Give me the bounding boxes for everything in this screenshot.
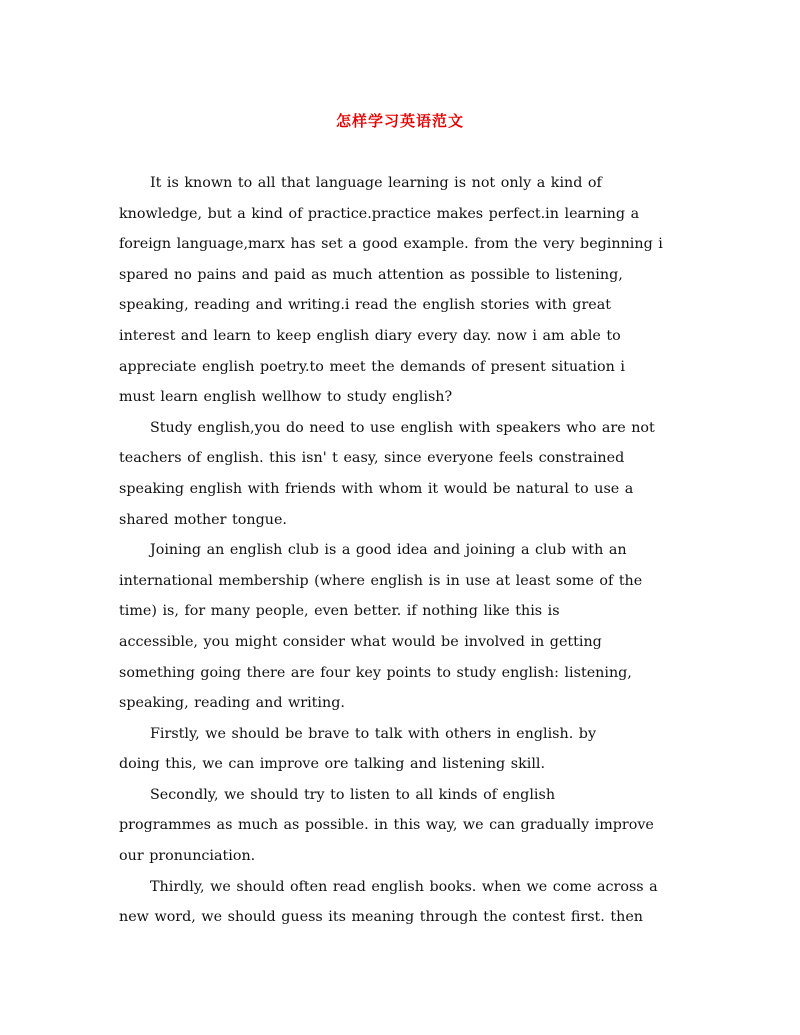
text-line: something going there are four key points to study english: listening, [119,664,632,681]
text-line: foreign language,marx has set a good example. from the very beginning i [119,236,663,253]
text-line: knowledge, but a kind of practice.practice makes perfect.in learning a [119,205,640,222]
paragraph-3 [119,535,679,719]
text-line: It is known to all that language learning is not only a kind of [150,175,602,191]
text-line: our pronunciation. [119,848,256,865]
text-line: time) is, for many people, even better. if nothing like this is [119,603,560,620]
text-line: must learn english wellhow to study english? [119,389,453,406]
text-line: shared mother tongue. [119,511,287,528]
text-line: Joining an english club is a good idea and joining a club with an [150,542,627,559]
paragraph-1 [119,168,679,413]
text-line: Secondly, we should try to listen to all kinds of english [150,786,556,803]
paragraph-4 [119,719,679,780]
text-line: appreciate english poetry.to meet the demands of present situation i [119,358,625,375]
text-line: Study english,you do need to use english with speakers who are not [150,419,655,436]
text-line: interest and learn to keep english diary every day. now i am able to [119,327,621,344]
text-line: speaking, reading and writing.i read the english stories with great [119,297,612,314]
text-line: speaking, reading and writing. [119,695,345,712]
text-line: programmes as much as possible. in this way, we can gradually improve [119,817,654,834]
text-line: doing this, we can improve ore talking and listening skill. [119,756,546,773]
text-line: Thirdly, we should often read english books. when we come across a [150,878,658,895]
text-line: Firstly, we should be brave to talk with others in english. by [150,725,597,742]
text-line: teachers of english. this isn' t easy, since everyone feels constrained [119,450,625,467]
document-title: 怎样学习英语范文 [335,112,464,130]
text-line: new word, we should guess its meaning through the contest first. then [119,909,643,926]
paragraph-2 [119,413,679,535]
paragraph-6 [119,872,679,933]
document-body [119,168,679,933]
text-line: international membership (where english is in use at least some of the [119,572,643,589]
text-line: spared no pains and paid as much attention as possible to listening, [119,266,623,283]
text-line: accessible, you might consider what would be involved in getting [119,633,602,650]
paragraph-5 [119,780,679,872]
text-line: speaking english with friends with whom it would be natural to use a [119,480,634,497]
